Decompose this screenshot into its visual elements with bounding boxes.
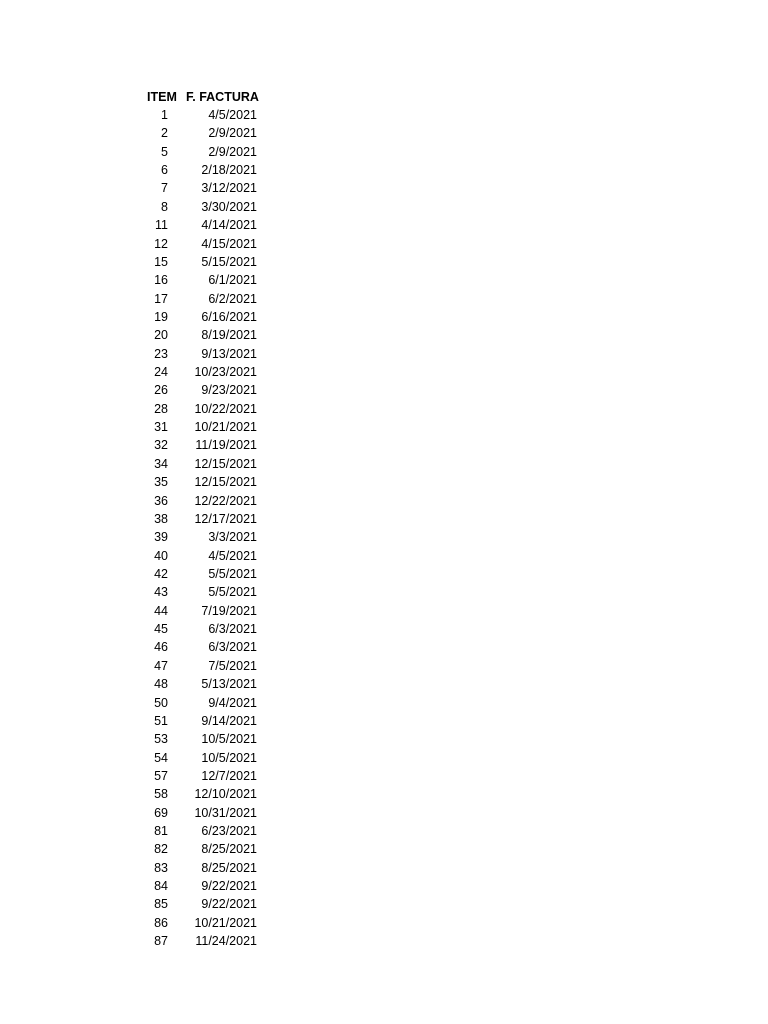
item-number: 12: [154, 236, 168, 251]
item-number: 87: [154, 934, 168, 949]
table-row: [143, 235, 263, 253]
item-number: 8: [161, 199, 168, 214]
item-number: 20: [154, 328, 168, 343]
item-number: 16: [154, 273, 168, 288]
invoice-date: 12/10/2021: [194, 787, 257, 802]
invoice-date: 11/19/2021: [195, 438, 257, 453]
item-number: 58: [154, 787, 168, 802]
item-number: 54: [154, 750, 168, 765]
invoice-date: 12/15/2021: [194, 475, 257, 490]
item-number: 43: [154, 585, 168, 600]
item-number: 19: [154, 309, 168, 324]
invoice-date: 4/5/2021: [208, 548, 257, 563]
item-number: 82: [154, 842, 168, 857]
invoice-date: 4/15/2021: [201, 236, 257, 251]
invoice-date: 3/3/2021: [208, 530, 257, 545]
invoice-date: 12/17/2021: [194, 511, 257, 526]
invoice-date: 10/21/2021: [194, 420, 257, 435]
table-row: [143, 638, 263, 656]
header-item: ITEM: [147, 90, 177, 104]
invoice-date: 12/22/2021: [194, 493, 257, 508]
invoice-date: 10/31/2021: [194, 805, 257, 820]
item-number: 81: [154, 824, 168, 839]
item-number: 57: [154, 768, 168, 783]
header-invoice-date: F. FACTURA: [186, 90, 259, 104]
invoice-date: 9/23/2021: [201, 383, 257, 398]
table-row: [143, 345, 263, 363]
table-row: [143, 749, 263, 767]
table-row: [143, 895, 263, 913]
invoice-date: 4/14/2021: [201, 218, 257, 233]
table-row: [143, 363, 263, 381]
item-number: 34: [154, 456, 168, 471]
invoice-date: 10/5/2021: [201, 732, 257, 747]
item-number: 28: [154, 401, 168, 416]
table-row: [143, 326, 263, 344]
invoice-date: 3/12/2021: [201, 181, 257, 196]
item-number: 38: [154, 511, 168, 526]
invoice-date: 6/23/2021: [201, 824, 257, 839]
invoice-date: 7/5/2021: [208, 658, 257, 673]
invoice-date: 6/2/2021: [208, 291, 257, 306]
invoice-date: 6/3/2021: [208, 622, 257, 637]
table-row: [143, 308, 263, 326]
invoice-date: 11/24/2021: [195, 934, 257, 949]
table-row: [143, 785, 263, 803]
table-row: [143, 124, 263, 142]
invoice-date: 9/4/2021: [208, 695, 257, 710]
table-row: [143, 602, 263, 620]
item-number: 32: [154, 438, 168, 453]
item-number: 24: [154, 365, 168, 380]
item-number: 86: [154, 915, 168, 930]
invoice-date: 10/23/2021: [194, 365, 257, 380]
table-row: [143, 859, 263, 877]
item-number: 50: [154, 695, 168, 710]
table-header: [143, 88, 263, 106]
item-number: 23: [154, 346, 168, 361]
table-row: [143, 381, 263, 399]
item-number: 42: [154, 566, 168, 581]
table-row: [143, 694, 263, 712]
invoice-date: 2/18/2021: [201, 163, 257, 178]
invoice-date: 6/16/2021: [201, 309, 257, 324]
table-row: [143, 547, 263, 565]
table-row: [143, 473, 263, 491]
item-number: 39: [154, 530, 168, 545]
table-row: [143, 840, 263, 858]
invoice-date: 9/14/2021: [201, 713, 257, 728]
invoice-date: 4/5/2021: [208, 108, 257, 122]
invoice-date: 8/19/2021: [201, 328, 257, 343]
table-row: [143, 583, 263, 601]
table-row: [143, 455, 263, 473]
table-row: [143, 822, 263, 840]
invoice-date: 12/7/2021: [201, 768, 257, 783]
invoice-date: 10/22/2021: [194, 401, 257, 416]
invoice-date: 9/22/2021: [201, 879, 257, 894]
item-number: 36: [154, 493, 168, 508]
item-number: 1: [161, 108, 168, 122]
table-body: [143, 106, 263, 951]
item-number: 5: [161, 144, 168, 159]
item-number: 35: [154, 475, 168, 490]
table-row: [143, 179, 263, 197]
invoice-date: 5/13/2021: [201, 677, 257, 692]
item-number: 11: [155, 218, 168, 233]
invoice-date: 5/5/2021: [208, 566, 257, 581]
invoice-date: 9/13/2021: [201, 346, 257, 361]
item-number: 51: [154, 713, 168, 728]
table-row: [143, 198, 263, 216]
invoice-date: 9/22/2021: [201, 897, 257, 912]
item-number: 40: [154, 548, 168, 563]
item-number: 69: [154, 805, 168, 820]
item-number: 84: [154, 879, 168, 894]
item-number: 85: [154, 897, 168, 912]
item-number: 15: [154, 254, 168, 269]
item-number: 45: [154, 622, 168, 637]
invoice-table: [143, 88, 263, 951]
table-row: [143, 730, 263, 748]
table-row: [143, 436, 263, 454]
table-row: [143, 271, 263, 289]
table-row: [143, 492, 263, 510]
item-number: 26: [154, 383, 168, 398]
item-number: 2: [161, 126, 168, 141]
table-row: [143, 767, 263, 785]
table-row: [143, 932, 263, 950]
table-row: [143, 914, 263, 932]
item-number: 53: [154, 732, 168, 747]
invoice-date: 5/15/2021: [201, 254, 257, 269]
table-row: [143, 528, 263, 546]
invoice-date: 5/5/2021: [208, 585, 257, 600]
item-number: 83: [154, 860, 168, 875]
item-number: 31: [154, 420, 168, 435]
invoice-date: 6/3/2021: [208, 640, 257, 655]
item-number: 7: [161, 181, 168, 196]
invoice-date: 12/15/2021: [194, 456, 257, 471]
invoice-date: 6/1/2021: [208, 273, 257, 288]
invoice-date: 3/30/2021: [201, 199, 257, 214]
invoice-date: 10/21/2021: [194, 915, 257, 930]
table-row: [143, 290, 263, 308]
item-number: 48: [154, 677, 168, 692]
table-row: [143, 510, 263, 528]
table-row: [143, 106, 263, 124]
table-row: [143, 565, 263, 583]
table-row: [143, 216, 263, 234]
table-row: [143, 161, 263, 179]
table-row: [143, 877, 263, 895]
invoice-date: 8/25/2021: [201, 842, 257, 857]
invoice-date: 8/25/2021: [201, 860, 257, 875]
table-row: [143, 620, 263, 638]
invoice-date: 2/9/2021: [208, 126, 257, 141]
item-number: 6: [161, 163, 168, 178]
table-row: [143, 712, 263, 730]
table-row: [143, 675, 263, 693]
item-number: 47: [154, 658, 168, 673]
table-row: [143, 400, 263, 418]
item-number: 44: [154, 603, 168, 618]
table-row: [143, 804, 263, 822]
table-row: [143, 418, 263, 436]
invoice-date: 7/19/2021: [201, 603, 257, 618]
table-row: [143, 657, 263, 675]
invoice-date: 10/5/2021: [201, 750, 257, 765]
item-number: 46: [154, 640, 168, 655]
invoice-date: 2/9/2021: [208, 144, 257, 159]
item-number: 17: [154, 291, 168, 306]
table-row: [143, 253, 263, 271]
table-row: [143, 143, 263, 161]
